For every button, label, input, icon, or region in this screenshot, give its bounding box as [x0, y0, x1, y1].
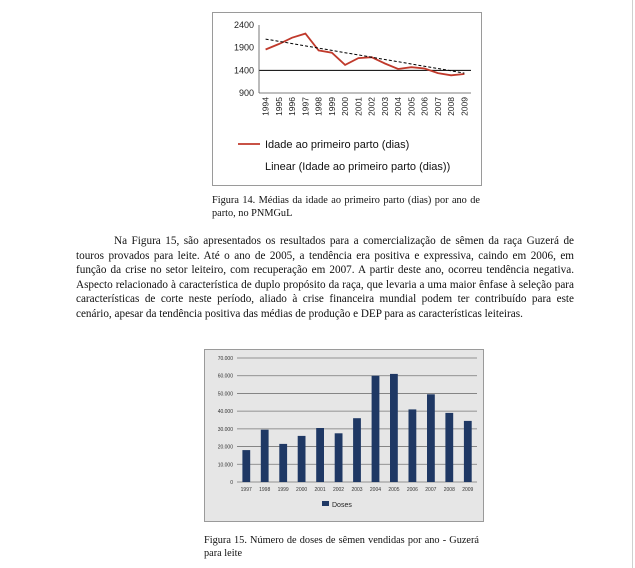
y-tick-label: 900	[238, 88, 254, 98]
series-line-idade	[266, 34, 465, 76]
x-tick-label: 2003	[351, 487, 363, 493]
bar-2006	[409, 409, 417, 482]
x-tick-label: 1997	[240, 487, 252, 493]
x-tick-label: 2006	[419, 97, 430, 116]
x-tick-label: 2000	[296, 487, 308, 493]
y-tick-label: 70.000	[217, 356, 233, 362]
bar-2009	[464, 421, 472, 482]
y-tick-label: 40.000	[217, 409, 233, 416]
bar-2003	[353, 418, 361, 482]
bar-2002	[335, 433, 343, 482]
bar-2004	[372, 376, 380, 482]
y-tick-label: 50.000	[217, 391, 233, 398]
legend-label-linear: Linear (Idade ao primeiro parto (dias))	[265, 161, 451, 173]
x-tick-label: 1999	[277, 487, 289, 493]
bar-2007	[427, 394, 435, 482]
y-tick-label: 1900	[233, 42, 254, 53]
x-tick-label: 2002	[366, 97, 377, 116]
x-tick-label: 2003	[379, 97, 390, 116]
y-tick-label: 30.000	[217, 426, 233, 433]
line-chart-svg	[213, 13, 481, 185]
x-tick-label: 2004	[393, 97, 404, 116]
figure-15-caption: Figura 15. Número de doses de sêmen vendidas por ano - Guzerá para leite	[204, 535, 479, 559]
y-tick-label: 2400	[233, 20, 254, 30]
x-tick-label: 2004	[369, 487, 382, 493]
x-tick-label: 2008	[443, 487, 455, 493]
x-tick-label: 2001	[314, 487, 326, 493]
figure-14-caption: Figura 14. Médias da idade ao primeiro parto (dias) por ano de parto, no PNMGuL	[212, 195, 480, 219]
y-tick-label: 0	[230, 480, 233, 486]
bar-1999	[279, 444, 287, 482]
y-tick-label: 1400	[233, 65, 254, 76]
x-tick-label: 1997	[300, 97, 311, 116]
bar-2000	[298, 436, 306, 482]
x-tick-label: 2006	[406, 487, 418, 493]
x-tick-label: 1994	[260, 97, 271, 116]
x-tick-label: 2009	[462, 487, 474, 493]
x-tick-label: 1995	[273, 97, 284, 116]
x-tick-label: 2005	[388, 487, 400, 493]
x-tick-label: 1998	[313, 97, 324, 116]
x-tick-label: 2008	[446, 97, 457, 116]
x-tick-label: 2005	[406, 97, 417, 116]
y-tick-label: 20.000	[217, 444, 233, 451]
bar-2001	[316, 428, 324, 482]
page-edge	[632, 0, 633, 568]
legend-swatch-doses	[322, 501, 329, 506]
bar-1997	[242, 450, 250, 482]
x-tick-label: 1998	[259, 487, 271, 493]
x-tick-label: 2009	[459, 97, 470, 116]
y-tick-label: 10.000	[217, 462, 233, 469]
x-tick-label: 1996	[287, 97, 298, 116]
x-tick-label: 2001	[353, 97, 364, 116]
x-tick-label: 2000	[340, 97, 351, 116]
trendline-linear	[266, 39, 465, 73]
body-paragraph: Na Figura 15, são apresentados os resultados para a comercialização de sêmen da raça Guzerá de touros provados para leite. Até o ano de 2005, a tendência era positiva e expressiva, caindo em 2006, em função da crise no setor leiteiro, com recuperação em 2007. A partir deste ano, ocorreu tendência negativa. Aspecto relacionado à característica de duplo propósito da raça, que levaria a uma maior ênfase à seleção para características de corte neste período, aliado à crise financeira mundial podem ter contribuído para este cenário, apesar da tendência positiva das médias de produção e DEP para as características leiteiras.	[76, 235, 574, 320]
bar-2008	[445, 413, 453, 482]
bar-2005	[390, 374, 398, 482]
bar-chart-svg	[205, 350, 483, 521]
legend-label-doses: Doses	[332, 502, 352, 509]
figure-14-chart	[212, 12, 482, 186]
x-tick-label: 2007	[432, 97, 443, 116]
x-tick-label: 1999	[326, 97, 337, 116]
bar-1998	[261, 430, 269, 482]
x-tick-label: 2002	[332, 487, 345, 493]
figure-15-chart	[204, 349, 484, 522]
legend-label-idade: Idade ao primeiro parto (dias)	[265, 139, 410, 151]
y-tick-label: 60.000	[217, 373, 233, 380]
x-tick-label: 2007	[425, 487, 437, 493]
